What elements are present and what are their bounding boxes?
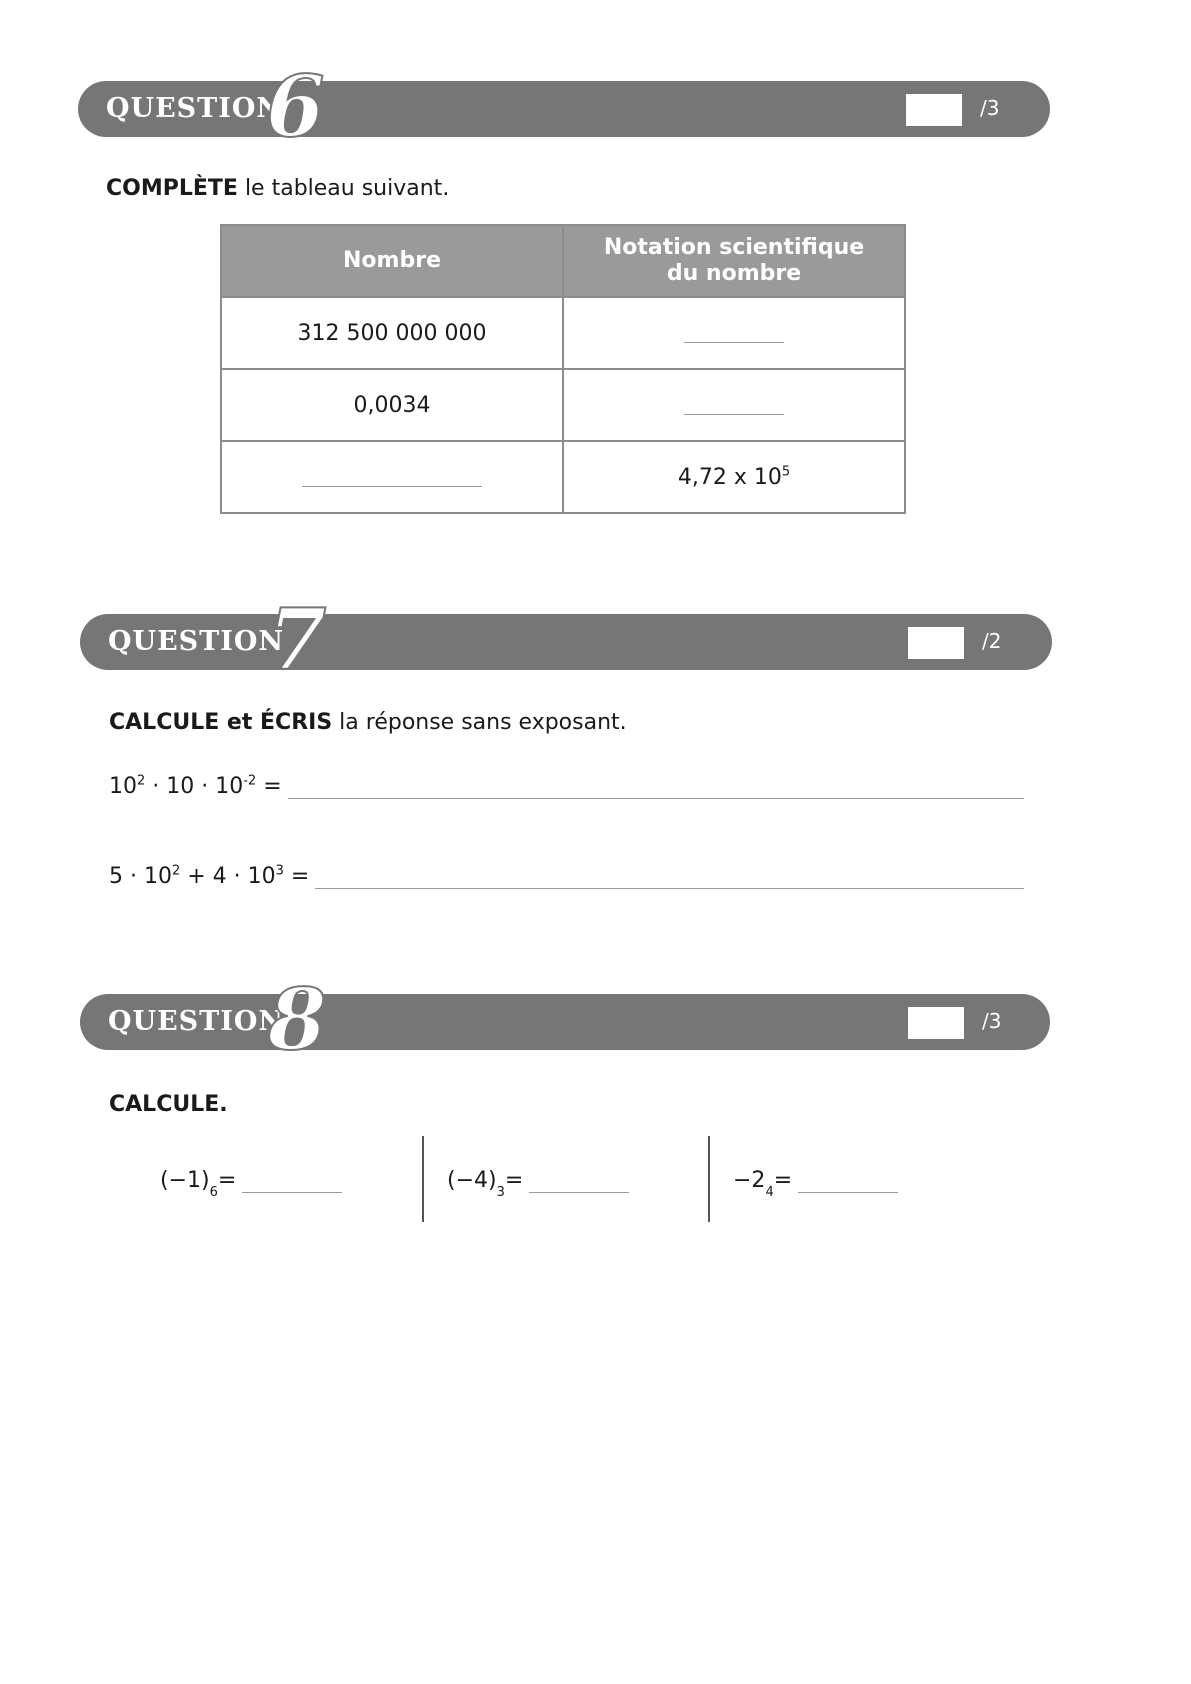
calc-base: −2 [733,1168,766,1193]
eq-term [109,864,309,889]
table-row [221,297,905,369]
calc-equals: = [773,1168,793,1193]
score-box[interactable] [908,627,964,659]
answer-line[interactable] [242,1176,342,1193]
eq-term [109,774,282,799]
header-notation-line2: du nombre [666,261,802,286]
score-box[interactable] [906,94,962,126]
question-7-header [80,590,1052,689]
answer-blank-cell[interactable] [221,441,563,513]
instruction-text: le tableau suivant. [237,176,450,201]
instruction-bold: CALCULE. [109,1092,228,1117]
calc-item-1: (−1) 6 = [160,1168,342,1193]
question-label: QUESTION [108,626,285,657]
eq-exponent: -2 [243,773,257,789]
cell-number: 312 500 000 000 [221,297,563,369]
answer-blank-cell[interactable] [563,297,905,369]
calc-item-2: (−4) 3 = [447,1168,629,1193]
column-divider [422,1136,424,1222]
question-6-instruction [106,176,449,201]
score-box[interactable] [908,1007,964,1039]
question-7-instruction [109,710,627,735]
cell-number: 0,0034 [221,369,563,441]
eq-base: + 4 · 10 [180,864,276,889]
calc-base: (−1) [160,1168,210,1193]
calc-base: (−4) [447,1168,497,1193]
question-number: 8 [268,970,327,1069]
question-number: 7 [268,590,327,689]
header-nombre: Nombre [221,225,563,297]
equation-2 [109,864,1024,889]
question-label: QUESTION [106,93,283,124]
eq-equals: = [283,864,310,889]
instruction-connector: et [219,710,261,735]
answer-blank[interactable] [302,468,482,487]
score-max: /3 [982,1009,1002,1033]
answer-line[interactable] [288,780,1024,799]
header-notation [563,225,905,297]
question-label: QUESTION [108,1006,285,1037]
eq-equals: = [256,774,282,799]
scientific-notation-table [220,224,906,514]
answer-line[interactable] [798,1176,898,1193]
column-divider [708,1136,710,1222]
calc-item-3: −2 4 = [733,1168,898,1193]
table-header-row [221,225,905,297]
cell-scientific [563,441,905,513]
answer-line[interactable] [315,870,1024,889]
table-row [221,369,905,441]
sci-exponent: 5 [781,464,791,480]
sci-base: 4,72 x 10 [677,464,782,490]
eq-base: 10 [109,774,137,799]
eq-exponent: 2 [137,773,146,789]
score-max: /3 [980,96,1000,120]
question-8-instruction [109,1092,228,1117]
question-8-header [80,970,1050,1069]
eq-exponent: 2 [171,863,181,879]
calc-equals: = [217,1168,237,1193]
calc-equals: = [504,1168,524,1193]
answer-blank[interactable] [684,324,784,343]
question-number: 6 [266,57,325,156]
eq-exponent: 3 [275,863,284,879]
instruction-text: la réponse sans exposant. [332,710,627,735]
answer-blank-cell[interactable] [563,369,905,441]
eq-base: 5 · 10 [109,864,172,889]
question-6-header [78,57,1050,156]
instruction-bold: COMPLÈTE [106,176,238,201]
instruction-bold: ÉCRIS [260,710,333,735]
eq-base: · 10 · 10 [145,774,244,799]
score-max: /2 [982,629,1002,653]
table-row [221,441,905,513]
instruction-bold: CALCULE [109,710,220,735]
answer-blank[interactable] [684,396,784,415]
header-notation-line1: Notation scientifique [603,235,865,260]
equation-1 [109,774,1024,799]
answer-line[interactable] [529,1176,629,1193]
